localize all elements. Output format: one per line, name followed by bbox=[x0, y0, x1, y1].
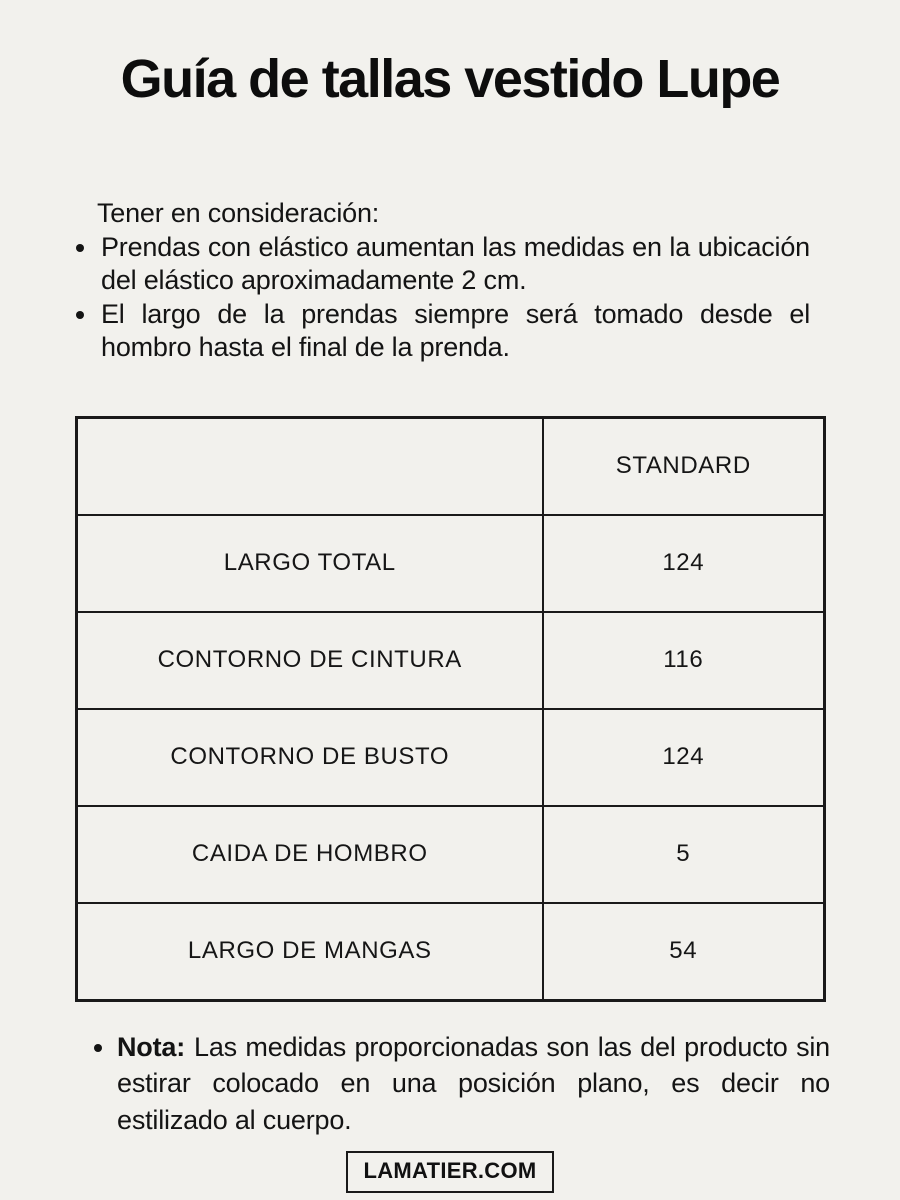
empty-header-cell bbox=[77, 417, 543, 515]
note-item bbox=[117, 1029, 830, 1139]
measure-value: 54 bbox=[543, 903, 825, 1001]
table-header-row bbox=[77, 417, 825, 515]
table-row bbox=[77, 903, 825, 1001]
table-row bbox=[77, 612, 825, 709]
measure-value: 5 bbox=[543, 806, 825, 903]
measure-label: LARGO TOTAL bbox=[77, 515, 543, 612]
measure-label: CONTORNO DE BUSTO bbox=[77, 709, 543, 806]
measure-value: 116 bbox=[543, 612, 825, 709]
measure-value: 124 bbox=[543, 709, 825, 806]
considerations-heading: Tener en consideración: bbox=[97, 198, 380, 229]
measure-label: CONTORNO DE CINTURA bbox=[77, 612, 543, 709]
brand-text: LAMATIER.COM bbox=[363, 1157, 537, 1183]
size-table bbox=[75, 416, 826, 1002]
table-row bbox=[77, 806, 825, 903]
measure-value: 124 bbox=[543, 515, 825, 612]
standard-column-header: STANDARD bbox=[543, 417, 825, 515]
considerations-section bbox=[78, 197, 810, 364]
measure-label: CAIDA DE HOMBRO bbox=[77, 806, 543, 903]
table-row bbox=[77, 515, 825, 612]
consideration-item: • El largo de la prendas siempre será tomado desde el hombro hasta el final de la prenda. bbox=[99, 298, 810, 365]
note-section bbox=[95, 1029, 830, 1139]
note-text: Las medidas proporcionadas son las del producto sin estirar colocado en una posición plano, es decir no estilizado al cuerpo. bbox=[117, 1031, 830, 1136]
brand-box bbox=[346, 1151, 553, 1193]
footer bbox=[0, 1151, 900, 1193]
measure-label: LARGO DE MANGAS bbox=[77, 903, 543, 1001]
considerations-list bbox=[78, 231, 810, 365]
consideration-item: • Prendas con elástico aumentan las medidas en la ubicación del elástico aproximadamente 2 cm. bbox=[99, 231, 810, 298]
page-title: Guía de tallas vestido Lupe bbox=[120, 49, 780, 109]
table-row bbox=[77, 709, 825, 806]
note-label: Nota: bbox=[117, 1031, 185, 1062]
